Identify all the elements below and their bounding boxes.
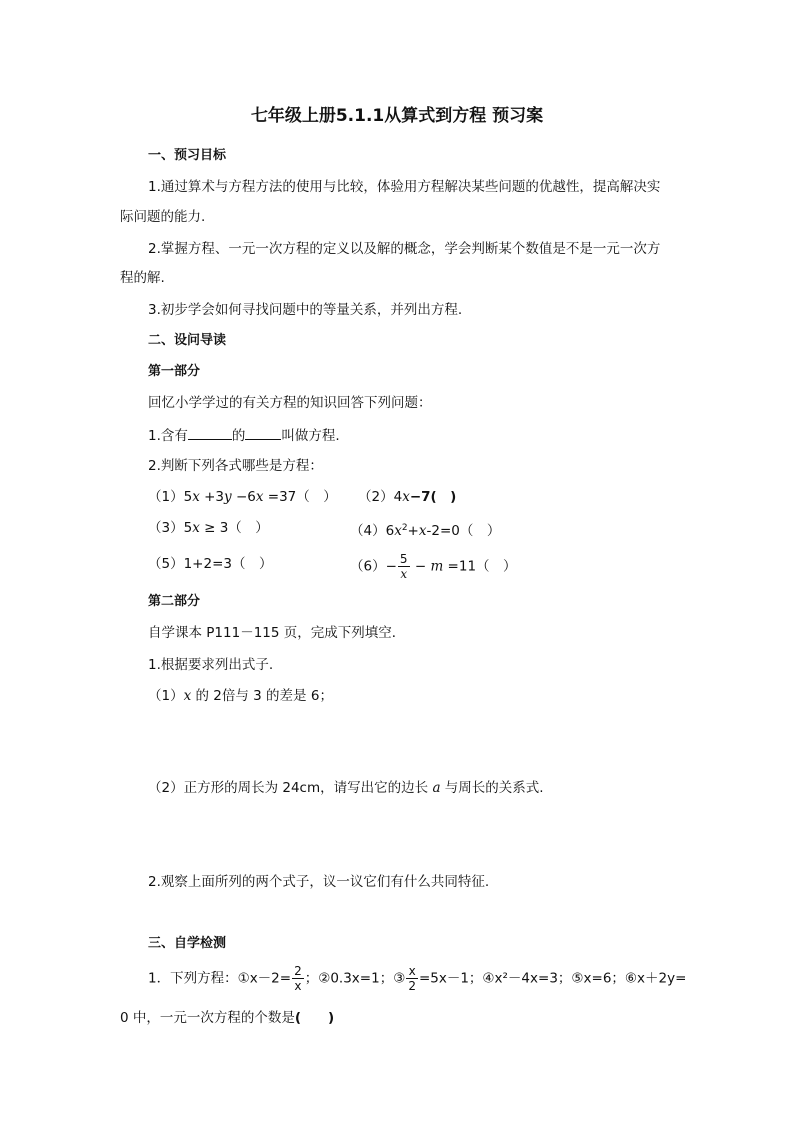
item-6-numerator: 5 bbox=[399, 552, 408, 566]
sc-fraction-2-den: 2 bbox=[408, 979, 416, 993]
item-6 bbox=[350, 552, 517, 581]
item-4 bbox=[350, 518, 500, 541]
item-1-var-y: y bbox=[224, 489, 232, 505]
item-6-a: （6）− bbox=[350, 558, 397, 575]
question-1-fill-blank bbox=[148, 425, 340, 446]
part-two-question-1-1 bbox=[148, 686, 333, 706]
item-4-exponent: 2 bbox=[401, 523, 408, 533]
section-heading-goals: 一、预习目标 bbox=[148, 148, 227, 163]
part-two-question-2: 2.观察上面所列的两个式子，议一议它们有什么共同特征. bbox=[148, 874, 490, 890]
item-4-var-x: x bbox=[394, 523, 402, 539]
blank-1[interactable] bbox=[188, 425, 232, 440]
item-1-a: （1）5 bbox=[148, 489, 193, 505]
sc-fraction-1-num: 2 bbox=[294, 964, 302, 978]
question-2: 2.判断下列各式哪些是方程： bbox=[148, 458, 323, 474]
item-2-b: −7( ) bbox=[409, 489, 457, 505]
q1-text-c: 叫做方程. bbox=[281, 428, 340, 444]
sc-q1-a: 1．下列方程：①x－2= bbox=[148, 970, 292, 987]
section-heading-guide: 二、设问导读 bbox=[148, 333, 227, 348]
goal-1-line-1: 1.通过算术与方程方法的使用与比较，体验用方程解决某些问题的优越性，提高解决实 bbox=[148, 179, 661, 195]
q1-text-a: 1.含有 bbox=[148, 428, 188, 444]
pq11-b: 的 2倍与 3 的差是 6； bbox=[191, 688, 333, 704]
item-6-minus: − bbox=[410, 558, 431, 575]
part-one-intro: 回忆小学学过的有关方程的知识回答下列问题： bbox=[148, 395, 432, 411]
pq12-var-a: a bbox=[432, 780, 441, 796]
part-two-heading: 第二部分 bbox=[148, 594, 201, 609]
sc-q1-d: 0 中，一元一次方程的个数是 bbox=[120, 1010, 295, 1026]
sc-q1-answer-paren[interactable]: ( ) bbox=[294, 1010, 335, 1026]
part-two-question-1: 1.根据要求列出式子. bbox=[148, 657, 274, 673]
item-2-a: （2）4 bbox=[358, 489, 403, 505]
self-check-question-1-line-2 bbox=[120, 1008, 334, 1028]
goal-2-line-1: 2.掌握方程、一元一次方程的定义以及解的概念，学会判断某个数值是不是一元一次方 bbox=[148, 241, 661, 257]
item-4-b: -2=0（ ） bbox=[426, 523, 501, 539]
item-1 bbox=[148, 487, 337, 507]
section-heading-self-check: 三、自学检测 bbox=[148, 936, 227, 951]
item-1-c: −6 bbox=[231, 489, 256, 505]
item-4-var-x2: x bbox=[418, 523, 427, 539]
item-6-fraction bbox=[398, 552, 410, 581]
sc-q1-c: =5x－1；④x²－4x=3；⑤x=6；⑥x＋2y= bbox=[418, 970, 687, 987]
sc-fraction-2 bbox=[406, 964, 418, 993]
item-2-var-x: x bbox=[402, 489, 410, 505]
item-4-plus: + bbox=[407, 523, 419, 539]
part-two-intro: 自学课本 P111－115 页，完成下列填空． bbox=[148, 625, 406, 641]
item-1-d: =37（ ） bbox=[263, 489, 337, 505]
pq11-a: （1） bbox=[148, 688, 184, 704]
pq12-b: 与周长的关系式. bbox=[440, 780, 544, 796]
pq12-a: （2）正方形的周长为 24cm，请写出它的边长 bbox=[148, 780, 433, 796]
blank-2[interactable] bbox=[245, 425, 281, 440]
item-3-b: ≥ 3（ ） bbox=[199, 520, 269, 536]
item-6-var-m: m bbox=[430, 558, 444, 575]
item-2 bbox=[358, 487, 456, 507]
sc-fraction-1 bbox=[292, 964, 304, 993]
item-3 bbox=[148, 518, 269, 538]
goal-2-line-2: 程的解. bbox=[120, 270, 165, 286]
q1-text-b: 的 bbox=[231, 428, 246, 444]
part-two-question-1-2 bbox=[148, 778, 544, 798]
item-5: （5）1+2=3（ ） bbox=[148, 556, 273, 572]
pq11-var-x: x bbox=[183, 688, 192, 704]
item-3-a: （3）5 bbox=[148, 520, 193, 536]
item-3-var-x: x bbox=[192, 520, 200, 536]
sc-fraction-1-den: x bbox=[294, 979, 302, 993]
sc-q1-b: ；②0.3x=1；③ bbox=[304, 970, 406, 987]
item-4-a: （4）6 bbox=[350, 523, 395, 539]
goal-3: 3.初步学会如何寻找问题中的等量关系，并列出方程. bbox=[148, 302, 463, 318]
sc-fraction-2-num: x bbox=[406, 964, 418, 979]
part-one-heading: 第一部分 bbox=[148, 364, 201, 379]
page-title: 七年级上册5.1.1从算式到方程 预习案 bbox=[250, 106, 544, 126]
item-1-var-x2: x bbox=[255, 489, 264, 505]
self-check-question-1-line-1 bbox=[148, 964, 686, 993]
item-1-b: +3 bbox=[199, 489, 225, 505]
item-6-denominator: x bbox=[400, 567, 408, 581]
item-6-b: =11（ ） bbox=[443, 558, 517, 575]
goal-1-line-2: 际问题的能力. bbox=[120, 209, 206, 225]
item-1-var-x: x bbox=[192, 489, 200, 505]
